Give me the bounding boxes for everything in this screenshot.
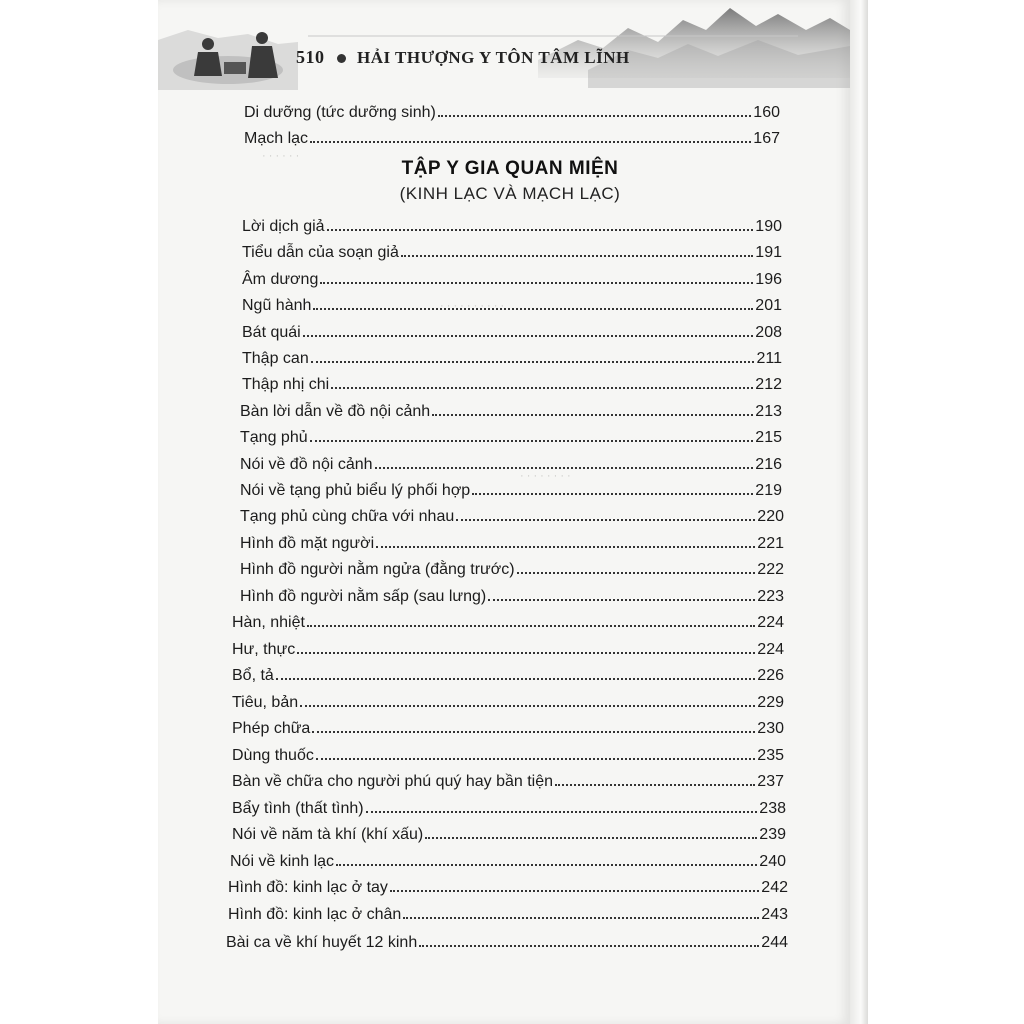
dot-leader [403,917,759,919]
toc-entry-title: Hình đồ: kinh lạc ở tay [228,879,388,896]
running-header [296,47,630,68]
toc-entry-page: 216 [755,456,782,473]
toc-entry[interactable] [232,794,786,818]
dot-leader [303,335,754,337]
dot-leader [336,864,757,866]
dot-leader [432,414,753,416]
toc-entry-page: 230 [757,720,784,737]
toc-entry-title: Di dưỡng (tức dưỡng sinh) [244,104,436,121]
dot-leader [297,652,755,654]
toc-entry-page: 191 [755,244,782,261]
toc-entry-page: 235 [757,747,784,764]
dot-leader [438,115,751,117]
toc-entry-title: Bài ca về khí huyết 12 kinh [226,934,418,951]
dot-leader [307,625,755,627]
toc-entry-title: Mạch lạc [244,130,309,147]
bleed-through-text: · · · · · · · · [520,470,571,482]
toc-entry[interactable] [244,124,780,148]
dot-leader [276,678,755,680]
toc-entry[interactable] [244,98,780,122]
toc-entry-page: 243 [761,906,788,923]
dot-leader [320,282,753,284]
dot-leader [555,784,755,786]
toc-entry-title: Nói về tạng phủ biểu lý phối hợp [240,482,471,499]
toc-entry-page: 222 [757,561,784,578]
toc-entry[interactable] [240,529,784,553]
toc-entry[interactable] [240,555,784,579]
toc-entry-title: Bàn về chữa cho người phú quý hay bần tiện [232,773,554,790]
dot-leader [425,837,757,839]
toc-entry-page: 196 [755,271,782,288]
dot-leader [375,467,754,469]
dot-leader [310,141,751,143]
toc-entry[interactable] [242,370,782,394]
toc-entry-title: Thập nhị chi [242,376,330,393]
dot-leader [310,440,754,442]
dot-leader [390,890,759,892]
toc-entry-title: Âm dương [242,271,319,288]
dot-leader [376,546,755,548]
toc-entry-page: 212 [755,376,782,393]
toc-entry[interactable] [232,820,786,844]
dot-leader [517,572,756,574]
toc-entry-page: 208 [755,324,782,341]
toc-entry[interactable] [232,767,784,791]
toc-entry-title: Hình đồ người nằm ngửa (đằng trước) [240,561,515,578]
dot-leader [316,758,755,760]
toc-entry-page: 221 [757,535,784,552]
toc-entry[interactable] [242,344,782,368]
bleed-through-text: · · · · · · [262,150,300,162]
dot-leader [312,731,755,733]
toc-entry[interactable] [240,502,784,526]
toc-entry-page: 229 [757,694,784,711]
toc-entry[interactable] [232,608,784,632]
toc-entry-page: 224 [757,614,784,631]
toc-entry-title: Bổ, tả [232,667,274,684]
toc-entry-title: Hình đồ mặt người [240,535,375,552]
toc-entry-page: 224 [757,641,784,658]
toc-entry-title: Tạng phủ [240,429,308,446]
toc-entry[interactable] [228,900,788,924]
toc-entry-title: Nói về kinh lạc [230,853,335,870]
toc-entry[interactable] [232,714,784,738]
toc-entry-title: Dùng thuốc [232,747,314,764]
toc-entry-page: 160 [753,104,780,121]
header-page-number: 510 [296,47,325,67]
dot-leader [366,811,758,813]
toc-entry-page: 215 [755,429,782,446]
header-ornament-icon [337,54,346,63]
toc-entry-title: Bẩy tình (thất tình) [232,800,364,817]
toc-entry-title: Bát quái [242,324,301,341]
book-spine [850,0,868,1024]
toc-entry-page: 244 [761,934,788,951]
toc-entry-title: Nói về năm tà khí (khí xấu) [232,826,424,843]
dot-leader [300,705,755,707]
dot-leader [419,945,759,947]
section-title: TẬP Y GIA QUAN MIỆN [401,158,619,179]
dot-leader [456,519,755,521]
toc-entry-page: 190 [755,218,782,235]
dot-leader [311,361,755,363]
toc-entry-page: 238 [759,800,786,817]
toc-entry[interactable] [232,741,784,765]
toc-entry-title: Hư, thực [232,641,296,658]
toc-entry-title: Thập can [242,350,309,367]
header-book-title: HẢI THƯỢNG Y TÔN TÂM LĨNH [357,48,630,67]
toc-entry[interactable] [240,450,782,474]
toc-entry-page: 219 [755,482,782,499]
toc-entry-page: 242 [761,879,788,896]
toc-entry[interactable] [242,238,782,262]
toc-entry-title: Ngũ hành [242,297,312,314]
toc-entry[interactable] [232,635,784,659]
toc-entry-page: 240 [759,853,786,870]
toc-entry-page: 226 [757,667,784,684]
toc-entry-page: 167 [753,130,780,147]
dot-leader [327,229,754,231]
toc-entry[interactable] [228,873,788,897]
dot-leader [472,493,753,495]
toc-entry-page: 237 [757,773,784,790]
toc-entry[interactable] [232,661,784,685]
toc-entry-title: Bàn lời dẫn về đồ nội cảnh [240,403,431,420]
toc-entry-title: Hình đồ người nằm sấp (sau lưng) [240,588,487,605]
dot-leader [313,308,753,310]
toc-entry-page: 201 [755,297,782,314]
toc-entry[interactable] [226,928,788,952]
toc-entry[interactable] [242,318,782,342]
toc-entry-page: 239 [759,826,786,843]
toc-entry-title: Lời dịch giả [242,218,325,235]
toc-entry-title: Tiêu, bản [232,694,299,711]
toc-entry-title: Nói về đồ nội cảnh [240,456,373,473]
toc-entry[interactable] [232,688,784,712]
toc-entry-page: 220 [757,508,784,525]
dot-leader [401,255,753,257]
toc-entry-title: Tiểu dẫn của soạn giả [242,244,399,261]
toc-entry[interactable] [230,847,786,871]
toc-entry[interactable] [242,212,782,236]
toc-entry[interactable] [240,397,782,421]
bleed-through-text: · · · · · · · · · · [440,300,505,312]
toc-entry-title: Hàn, nhiệt [232,614,305,631]
dot-leader [331,387,753,389]
background-right [868,0,1024,1024]
toc-entry-page: 211 [756,350,782,367]
toc-entry[interactable] [240,476,782,500]
toc-entry[interactable] [240,423,782,447]
toc-entry[interactable] [242,291,782,315]
toc-entry-title: Tạng phủ cùng chữa với nhau [240,508,455,525]
toc-entry-page: 223 [757,588,784,605]
toc-entry-page: 213 [755,403,782,420]
section-subtitle: (KINH LẠC VÀ MẠCH LẠC) [399,184,621,203]
toc-entry-title: Phép chữa [232,720,311,737]
toc-entry[interactable] [242,265,782,289]
toc-entry-title: Hình đồ: kinh lạc ở chân [228,906,402,923]
toc-entry[interactable] [240,582,784,606]
dot-leader [488,599,755,601]
